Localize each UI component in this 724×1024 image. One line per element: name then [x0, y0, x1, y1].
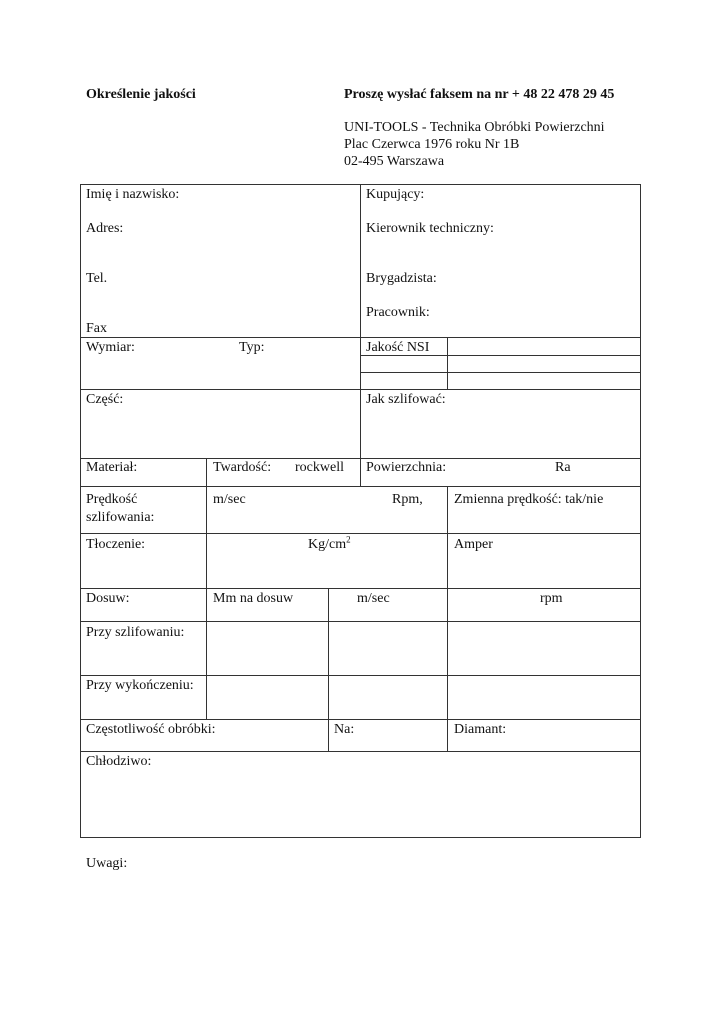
field-pressing-label: Tłoczenie: — [86, 537, 146, 552]
row-divider — [80, 719, 641, 720]
field-hardness-label: Twardość: — [213, 460, 272, 475]
field-how-to-grind-label: Jak szlifować: — [366, 392, 446, 407]
row-divider — [80, 621, 641, 622]
field-on-label: Na: — [334, 722, 355, 737]
field-material-label: Materiał: — [86, 460, 138, 475]
field-nsi-quality-label: Jakość NSI — [366, 340, 430, 355]
column-divider — [360, 184, 361, 459]
address-line-1: UNI-TOOLS - Technika Obróbki Powierzchni — [344, 120, 605, 135]
table-border — [80, 837, 641, 838]
field-diamond-label: Diamant: — [454, 722, 507, 737]
row-divider — [80, 751, 641, 752]
address-line-3: 02-495 Warszawa — [344, 154, 445, 169]
form-title: Określenie jakości — [86, 87, 196, 102]
field-fax-label: Fax — [86, 321, 107, 336]
field-part-label: Część: — [86, 392, 124, 407]
field-tel-label: Tel. — [86, 271, 108, 286]
field-speed-label-line2: szlifowania: — [86, 510, 155, 525]
notes-label: Uwagi: — [86, 856, 128, 871]
field-feed-rpm-unit: rpm — [540, 591, 563, 606]
field-during-finishing-label: Przy wykończeniu: — [86, 678, 194, 693]
field-variable-speed-label: Zmienna prędkość: tak/nie — [454, 492, 604, 507]
row-divider — [80, 588, 641, 589]
column-divider — [206, 588, 207, 720]
field-speed-label-line1: Prędkość — [86, 492, 138, 507]
field-mm-per-feed-label: Mm na dosuw — [213, 591, 294, 606]
field-rockwell-unit: rockwell — [295, 460, 344, 475]
field-during-grinding-label: Przy szlifowaniu: — [86, 625, 185, 640]
field-speed-msec-unit: m/sec — [213, 492, 246, 507]
field-feed-label: Dosuw: — [86, 591, 130, 606]
column-divider — [447, 588, 448, 752]
row-divider — [80, 675, 641, 676]
field-pressure-unit — [308, 534, 351, 553]
column-divider — [447, 337, 448, 390]
field-tech-manager-label: Kierownik techniczny: — [366, 221, 494, 236]
field-foreman-label: Brygadzista: — [366, 271, 437, 286]
field-rpm-unit: Rpm, — [392, 492, 423, 507]
field-pressure-unit-text: Kg/cm — [308, 537, 347, 552]
field-ra-unit: Ra — [555, 460, 571, 475]
column-divider — [206, 458, 207, 589]
field-feed-msec-unit: m/sec — [357, 591, 390, 606]
field-type-label: Typ: — [239, 340, 265, 355]
field-frequency-label: Częstotliwość obróbki: — [86, 722, 216, 737]
address-line-2: Plac Czerwca 1976 roku Nr 1B — [344, 137, 520, 152]
table-border — [80, 184, 81, 838]
field-worker-label: Pracownik: — [366, 305, 430, 320]
row-divider — [80, 533, 641, 534]
field-surface-label: Powierzchnia: — [366, 460, 447, 475]
field-amper-label: Amper — [454, 537, 493, 552]
column-divider — [360, 458, 361, 487]
table-border — [640, 184, 641, 838]
column-divider — [447, 486, 448, 589]
fax-instruction: Proszę wysłać faksem na nr + 48 22 478 29 45 — [344, 87, 615, 102]
row-divider — [360, 372, 641, 373]
field-buyer-label: Kupujący: — [366, 187, 425, 202]
field-coolant-label: Chłodziwo: — [86, 754, 152, 769]
field-pressure-unit-exponent: 2 — [346, 534, 351, 545]
column-divider — [328, 588, 329, 752]
field-name-label: Imię i nazwisko: — [86, 187, 180, 202]
field-dimension-label: Wymiar: — [86, 340, 135, 355]
field-address-label: Adres: — [86, 221, 124, 236]
